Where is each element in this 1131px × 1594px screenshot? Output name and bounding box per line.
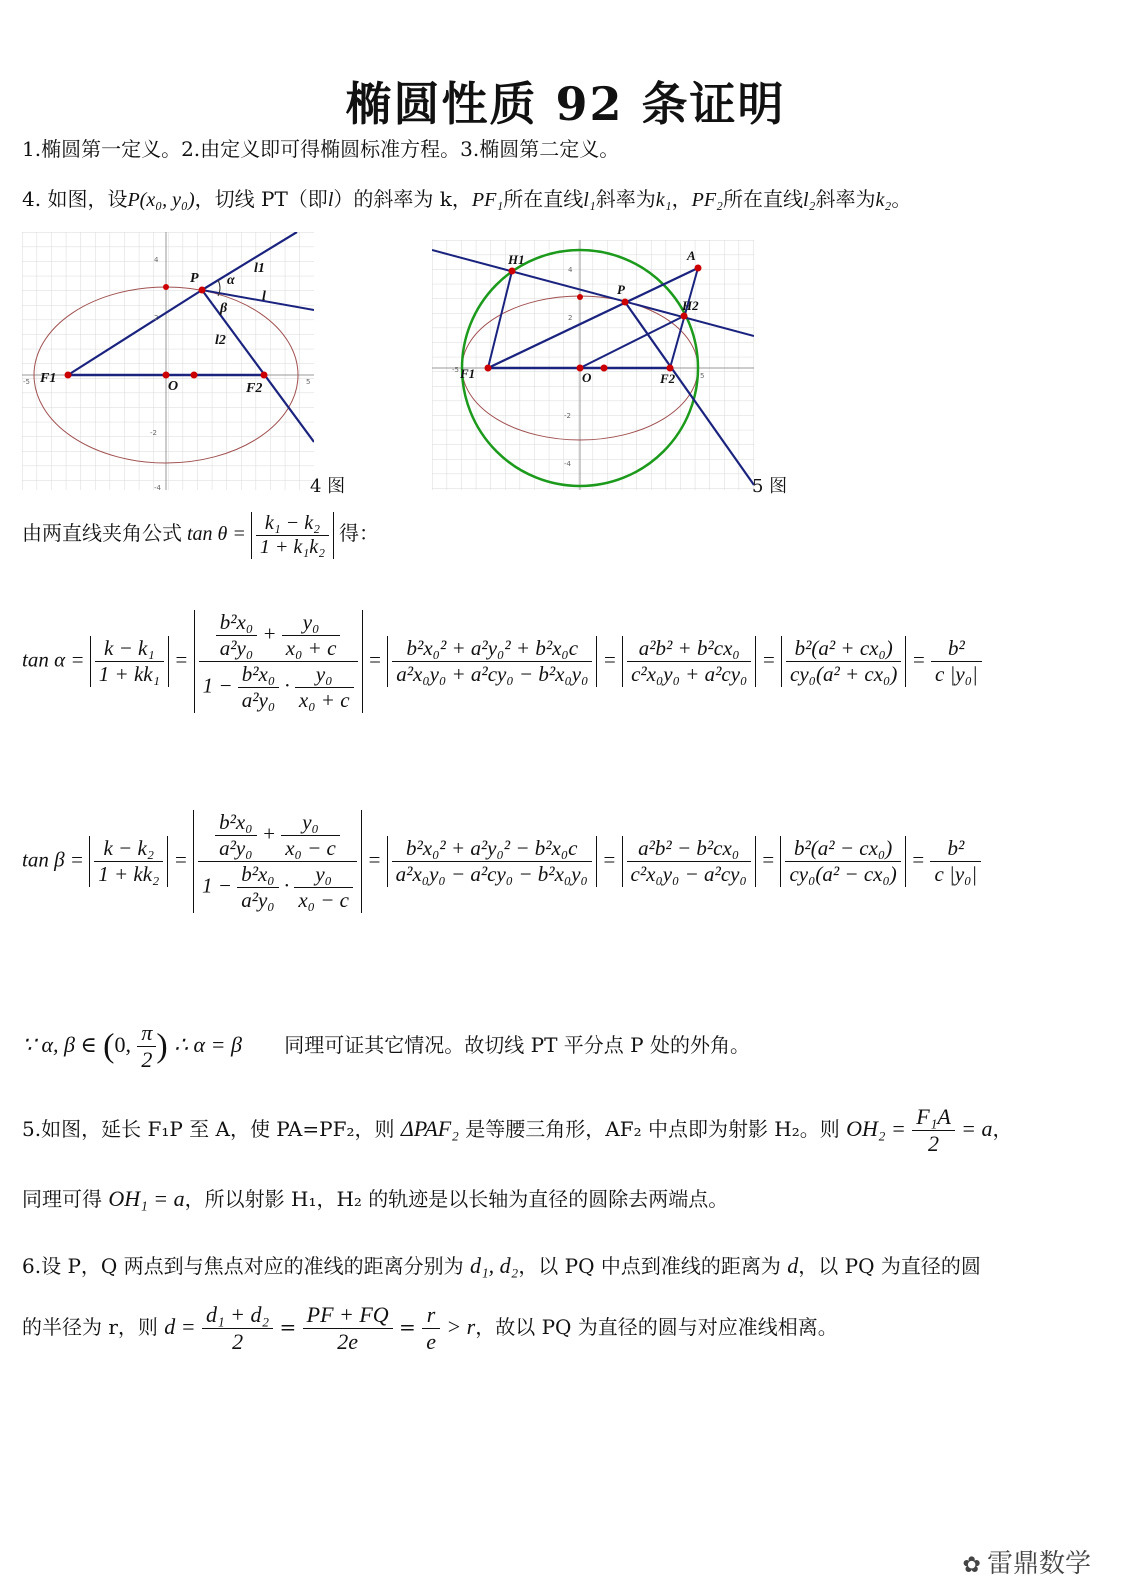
fraction	[785, 836, 900, 887]
paragraph-5	[22, 1104, 1013, 1157]
tick: 2	[154, 314, 159, 322]
text: d₁, d₂	[470, 1253, 519, 1278]
abs-term-3	[387, 836, 597, 887]
compound-fraction	[198, 810, 357, 913]
text: 是等腰三角形，AF₂ 中点即为射影 H₂。则	[465, 1117, 840, 1141]
label-alpha: α	[227, 273, 235, 288]
denominator: c²x₀y₀ − a²cy₀	[630, 862, 747, 886]
numerator: y₀	[282, 610, 341, 636]
tick: -5	[452, 366, 459, 374]
text: ∴ α = β	[174, 1032, 242, 1057]
denominator: x₀ + c	[298, 688, 350, 712]
tick: 5	[700, 372, 705, 380]
numerator: PF + FQ	[303, 1302, 393, 1329]
text: 1 −	[202, 673, 233, 698]
lhs: tan α =	[22, 647, 85, 672]
point-f2	[261, 372, 268, 379]
paren: (	[103, 1027, 115, 1065]
fraction	[137, 1020, 156, 1073]
denominator: x₀ + c	[285, 636, 337, 660]
text: ，故以 PQ 为直径的圆与对应准线相离。	[475, 1315, 838, 1339]
numerator: b²x₀² + a²y₀² + b²x₀c	[392, 636, 592, 662]
equation-tan-beta: tan β = $\frac{\text{k − k₂}}{\text{1 + kk₂}}$ = $\frac{\text{b²x₀}}{\text{a²y₀}}$ + $\frac{\text{y₀}}{\text{x₀ − c}}$ 1 − $\frac{\text{b²x₀}}{\text{a²y₀}}$ · $\frac{\text{y₀}}{\text{x₀ − c}}$ = $\frac{\text{b²x₀² + a²y₀² − b²x₀c}}{\text{a²x₀y₀ − a²cy₀ − b²x₀y₀}}$ = $\frac{\text{a²b² − b²cx₀}}{\text{c²x₀y₀ − a²cy₀}}$ = $\frac{\text{b²(a² − cx₀)}}{\text{cy₀(a² − cx₀)}}$ = $\frac{\text{b²}}{\text{c |y₀|}}$	[22, 810, 981, 913]
numerator: b²x₀² + a²y₀² − b²x₀c	[392, 836, 592, 862]
label-l: l	[262, 289, 266, 304]
tick: -4	[154, 484, 161, 490]
tick: 4	[568, 266, 573, 274]
numerator: b²(a² − cx₀)	[785, 836, 900, 862]
numerator: b²x₀	[237, 862, 278, 888]
denominator: 2	[232, 1329, 244, 1354]
numerator: a²b² + b²cx₀	[627, 636, 751, 662]
denominator: c |y₀|	[935, 662, 978, 686]
tick: 4	[154, 256, 159, 264]
fraction	[216, 610, 257, 661]
denominator: cy₀(a² − cx₀)	[789, 862, 897, 886]
point-a	[695, 265, 702, 272]
l2: l₂	[803, 189, 816, 211]
fraction	[912, 1104, 955, 1157]
abs-term-5	[781, 636, 906, 687]
denominator: a²y₀	[241, 688, 276, 712]
numerator: y₀	[295, 662, 354, 688]
point	[191, 372, 198, 379]
point	[601, 365, 608, 372]
numerator: $\frac{\text{b²x₀}}{\text{a²y₀}}$ + $\frac{\text{y₀}}{\text{x₀ + c}}$	[199, 610, 358, 662]
denominator: a²y₀	[219, 636, 254, 660]
point-p: P(x₀, y₀)	[127, 189, 195, 211]
text: 斜率为	[815, 187, 876, 211]
denominator: x₀ − c	[285, 836, 336, 860]
label-h1: H1	[508, 252, 525, 267]
label-o: O	[582, 370, 592, 385]
fraction	[392, 836, 592, 887]
pf1: PF₁	[471, 189, 504, 211]
figure-4-caption: 4 图	[310, 476, 346, 497]
text: d =	[164, 1314, 196, 1339]
point-p	[199, 287, 206, 294]
fraction	[238, 662, 279, 713]
fraction	[303, 1302, 393, 1355]
paragraph-1-3: 1.椭圆第一定义。2.由定义即可得椭圆标准方程。3.椭圆第二定义。	[22, 137, 620, 161]
denominator: a²y₀	[241, 888, 275, 912]
text: = a	[961, 1116, 993, 1141]
abs-term-4	[622, 836, 756, 887]
triangle: ΔPAF₂	[400, 1116, 459, 1141]
abs-term-1	[90, 636, 169, 687]
text: 斜率为	[595, 187, 656, 211]
text: 5.如图，延长 F₁P 至 A，使 PA=PF₂，则	[22, 1117, 395, 1141]
pf2: PF₂	[691, 189, 723, 211]
l1: l₁	[583, 189, 596, 211]
label-h2: H2	[682, 298, 699, 313]
abs-term-4	[622, 636, 756, 687]
fraction	[930, 836, 981, 887]
text: ，	[992, 1117, 1013, 1141]
text: ∵ α, β ∈	[22, 1032, 97, 1057]
text: 4. 如图，设	[22, 187, 128, 211]
paragraph-6b: 的半径为 r，则 d = $\frac{\text{d₁ + d₂}}{2}$ = $\frac{PF + FQ}{2e}$ = $\frac{r}{e}$ > r，故以 PQ 为直径的圆与对应准线相离。	[22, 1302, 838, 1354]
fraction	[281, 810, 340, 861]
text: > r	[446, 1314, 476, 1339]
tick: -2	[150, 429, 157, 437]
grid	[432, 240, 754, 490]
fraction	[282, 610, 341, 661]
fraction	[94, 836, 163, 887]
abs-term-2	[194, 610, 363, 713]
point-f1	[485, 365, 492, 372]
numerator: b²	[930, 836, 981, 862]
denominator: c |y₀|	[934, 862, 978, 886]
point-f1	[65, 372, 72, 379]
denominator: 1 − $\frac{\text{b²x₀}}{\text{a²y₀}}$ · $\frac{\text{y₀}}{\text{x₀ + c}}$	[199, 662, 358, 713]
text: ，以 PQ 中点到准线的距离为	[518, 1254, 781, 1278]
numerator: k₁ − k₂	[256, 512, 329, 536]
numerator: d₁ + d₂	[202, 1302, 273, 1329]
fraction	[202, 1302, 273, 1355]
angle-formula	[22, 512, 379, 559]
fraction	[215, 810, 256, 861]
figure-5-caption: 5 图	[752, 476, 788, 497]
point-b	[577, 294, 583, 300]
denominator: 2	[141, 1047, 153, 1072]
numerator: y₀	[294, 862, 353, 888]
denominator: 1 − $\frac{\text{b²x₀}}{\text{a²y₀}}$ · $\frac{\text{y₀}}{\text{x₀ − c}}$	[198, 862, 357, 913]
watermark-text: 雷鼎数学	[986, 1549, 1091, 1579]
abs-term-2	[193, 810, 362, 913]
denominator: 2	[928, 1131, 940, 1156]
abs-term-3	[387, 636, 597, 687]
paren: )	[156, 1027, 168, 1065]
denominator: x₀ − c	[298, 888, 349, 912]
conclusion-4	[22, 1020, 750, 1073]
text: ，以 PQ 为直径的圆	[798, 1254, 981, 1278]
denominator: 1 + kk₁	[98, 662, 160, 686]
tick: -4	[564, 460, 571, 468]
lhs: tan β =	[22, 847, 84, 872]
text: OH₂ =	[846, 1116, 906, 1141]
denominator: 1 + kk₂	[98, 862, 160, 886]
page-title: 椭圆性质 92 条证明	[345, 77, 786, 131]
label-p: P	[617, 282, 625, 297]
text: 同理可证其它情况。故切线 PT 平分点 P 处的外角。	[284, 1033, 750, 1057]
lhs: tan θ =	[187, 523, 246, 546]
fraction	[237, 862, 278, 913]
label-o: O	[168, 379, 179, 394]
numerator: b²x₀	[216, 610, 257, 636]
point-b	[163, 284, 169, 290]
fraction	[931, 636, 982, 687]
text: ）的斜率为 k，	[333, 187, 472, 211]
tick: 2	[568, 314, 573, 322]
numerator: $\frac{\text{b²x₀}}{\text{a²y₀}}$ + $\frac{\text{y₀}}{\text{x₀ − c}}$	[198, 810, 357, 862]
paragraph-4	[22, 183, 911, 212]
numerator: b²(a² + cx₀)	[786, 636, 901, 662]
text: 0,	[114, 1032, 131, 1057]
point-h2	[681, 313, 688, 320]
label-p: P	[190, 271, 199, 286]
label-l1: l1	[254, 261, 265, 276]
fraction	[786, 636, 901, 687]
numerator: b²x₀	[215, 810, 256, 836]
numerator: b²x₀	[238, 662, 279, 688]
text: 由两直线夹角公式	[22, 523, 182, 546]
abs-term-1	[89, 836, 168, 887]
denominator: c²x₀y₀ + a²cy₀	[631, 662, 748, 686]
paragraph-5b	[22, 1183, 728, 1212]
denominator: e	[426, 1329, 436, 1354]
line-l: l	[327, 189, 334, 211]
denominator: a²x₀y₀ + a²cy₀ − b²x₀y₀	[396, 662, 589, 686]
watermark	[963, 1543, 1091, 1580]
tick: -5	[23, 378, 30, 386]
label-f2: F2	[660, 371, 676, 386]
numerator: k − k₂	[94, 836, 163, 862]
grid	[22, 232, 314, 490]
text: 6.设 P，Q 两点到与焦点对应的准线的距离分别为	[22, 1254, 464, 1278]
compound-fraction	[199, 610, 358, 713]
text: ，	[671, 187, 692, 211]
point-p	[622, 299, 629, 306]
fraction	[392, 636, 592, 687]
abs-term-5	[780, 836, 905, 887]
text: 同理可得	[22, 1187, 102, 1211]
figure-4	[22, 232, 314, 490]
numerator: F₁A	[912, 1104, 955, 1131]
text: 所在直线	[503, 187, 584, 211]
text: OH₁ = a	[108, 1186, 185, 1211]
k2: k₂	[875, 189, 892, 211]
denominator: a²x₀y₀ − a²cy₀ − b²x₀y₀	[395, 862, 588, 886]
point-h1	[509, 268, 516, 275]
equation-tan-alpha: tan α = $\frac{\text{k − k₁}}{\text{1 + kk₁}}$ = $\frac{\text{b²x₀}}{\text{a²y₀}}$ + $\frac{\text{y₀}}{\text{x₀ + c}}$ 1 − $\frac{\text{b²x₀}}{\text{a²y₀}}$ · $\frac{\text{y₀}}{\text{x₀ + c}}$ = $\frac{\text{b²x₀² + a²y₀² + b²x₀c}}{\text{a²x₀y₀ + a²cy₀ − b²x₀y₀}}$ = $\frac{\text{a²b² + b²cx₀}}{\text{c²x₀y₀ + a²cy₀}}$ = $\frac{\text{b²(a² + cx₀)}}{\text{cy₀(a² + cx₀)}}$ = $\frac{\text{b²}}{\text{c |y₀|}}$	[22, 610, 982, 713]
numerator: b²	[931, 636, 982, 662]
numerator: a²b² − b²cx₀	[627, 836, 751, 862]
label-beta: β	[220, 301, 228, 316]
denominator: 2e	[337, 1329, 359, 1354]
label-f2: F2	[246, 381, 263, 396]
label-f1: F1	[40, 371, 57, 386]
figure-5	[432, 240, 754, 490]
text: d	[787, 1253, 799, 1278]
label-a: A	[687, 248, 696, 263]
numerator: r	[422, 1302, 440, 1329]
paragraph-6	[22, 1250, 981, 1279]
k1: k₁	[655, 189, 672, 211]
fraction	[422, 1302, 440, 1355]
text: 的半径为 r，则	[22, 1315, 158, 1339]
label-l2: l2	[215, 333, 226, 348]
tick: 5	[306, 378, 311, 386]
text: ，切线 PT（即	[194, 187, 328, 211]
fraction	[294, 862, 353, 913]
numerator: π	[137, 1020, 156, 1047]
denominator: cy₀(a² + cx₀)	[790, 662, 898, 686]
numerator: k − k₁	[95, 636, 164, 662]
label-f1: F1	[460, 366, 476, 381]
abs-value	[251, 512, 334, 559]
fraction	[627, 836, 751, 887]
numerator: y₀	[281, 810, 340, 836]
tick: -2	[564, 412, 571, 420]
fraction	[295, 662, 354, 713]
text: 得：	[339, 523, 380, 546]
wechat-icon: ✿	[962, 1553, 981, 1578]
fraction	[95, 636, 164, 687]
fraction	[256, 512, 329, 559]
denominator: a²y₀	[219, 836, 253, 860]
text: 。	[891, 187, 912, 211]
denominator: 1 + k₁k₂	[259, 536, 326, 558]
text: 所在直线	[723, 187, 803, 211]
text: ，所以射影 H₁，H₂ 的轨迹是以长轴为直径的圆除去两端点。	[184, 1187, 729, 1211]
text: 1 −	[202, 873, 232, 898]
point-o	[163, 372, 170, 379]
fraction	[627, 636, 751, 687]
